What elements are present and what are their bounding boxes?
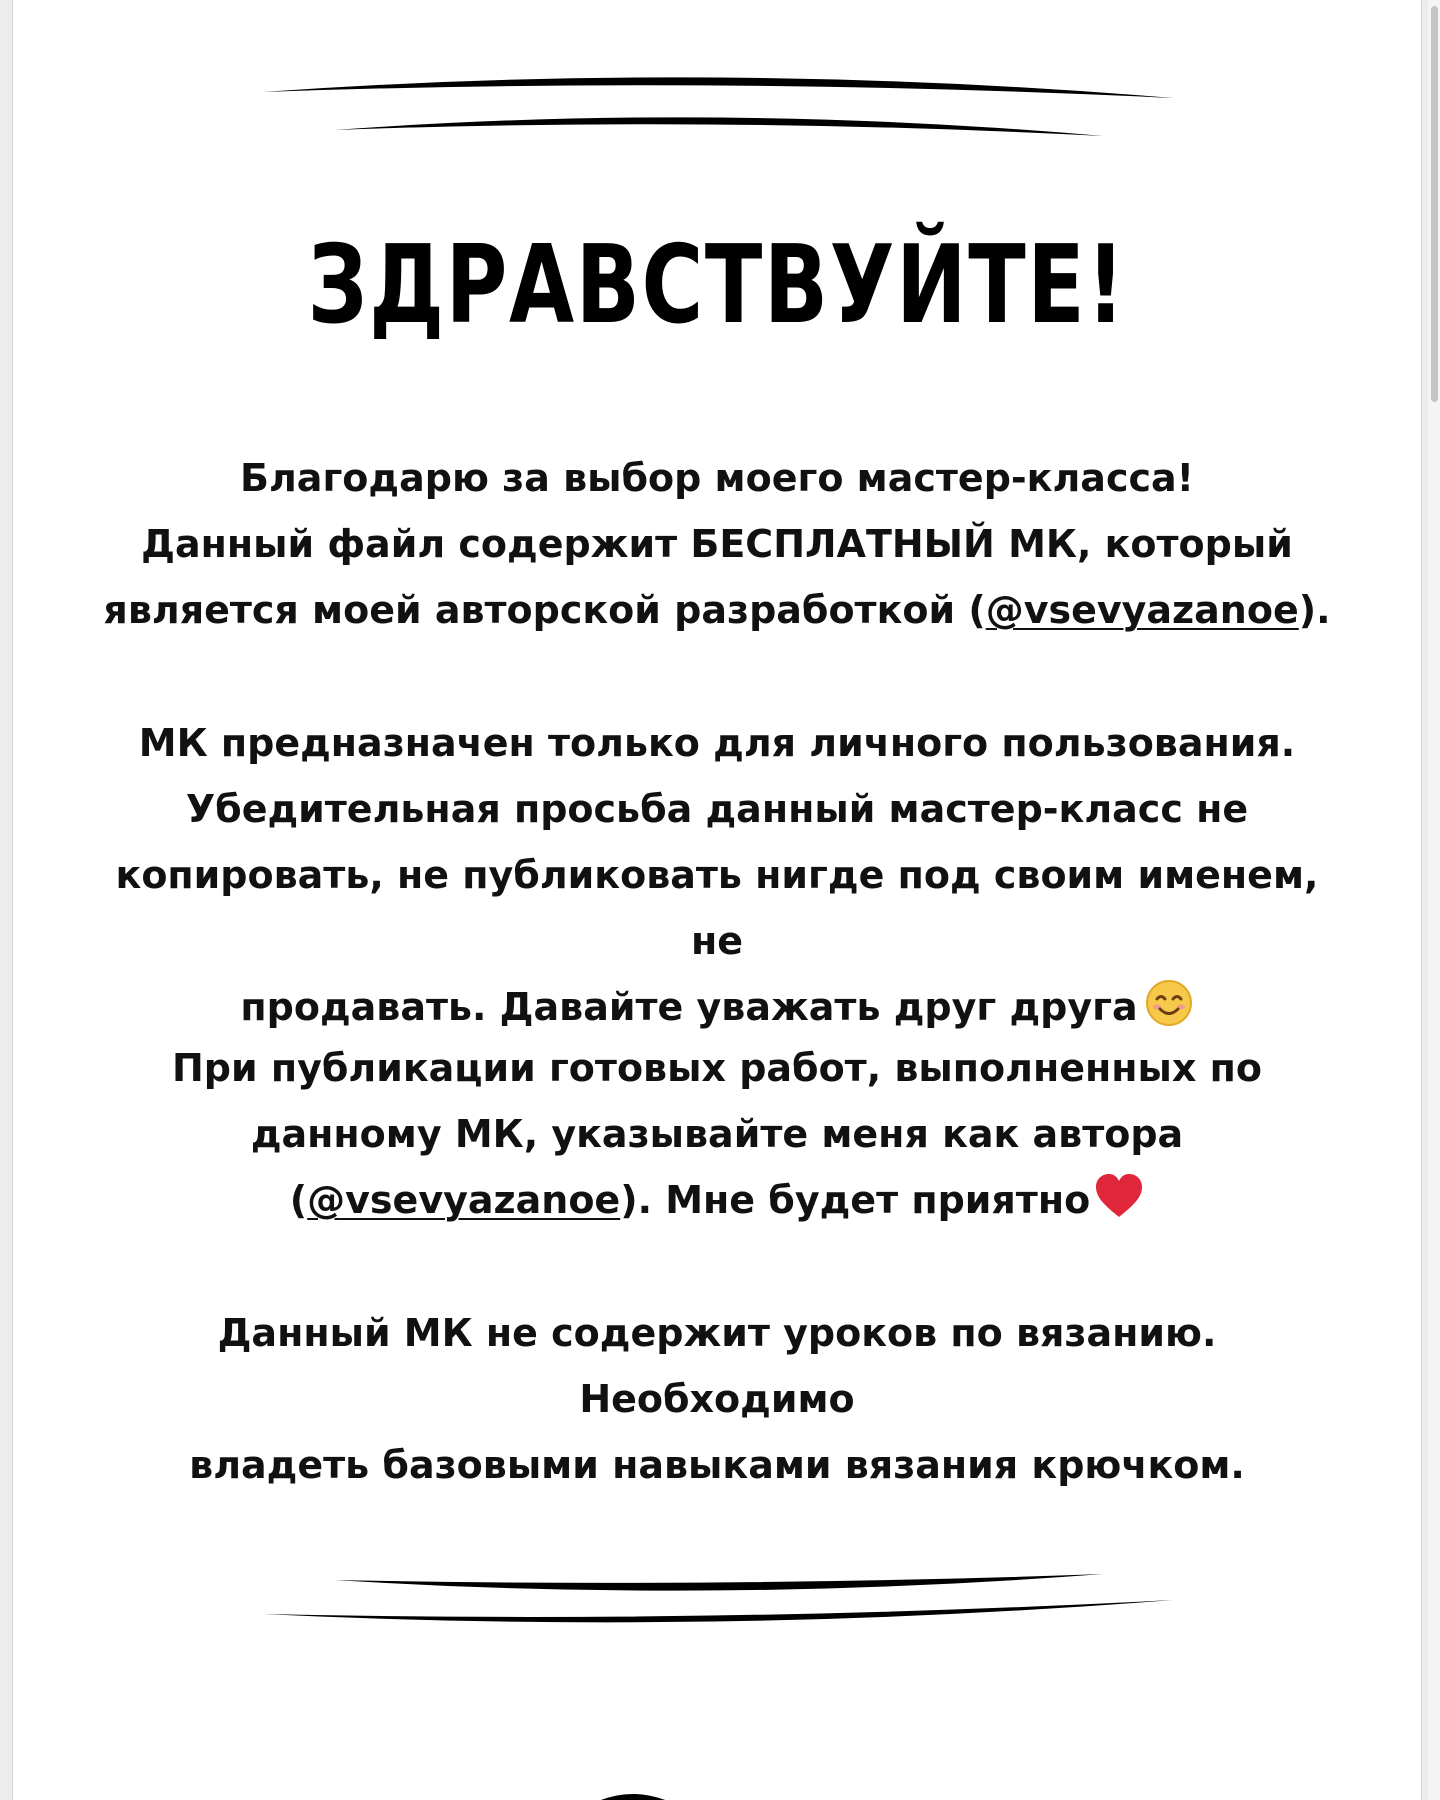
intro-line-1: Благодарю за выбор моего мастер-класса! [240, 456, 1194, 500]
skills-line-1: Данный МК не содержит уроков по вязанию. Необходимо [217, 1311, 1217, 1421]
credit-paragraph [83, 1035, 1351, 1233]
usage-line-1: МК предназначен только для личного пользования. [138, 721, 1296, 765]
red-heart-icon [1094, 1173, 1144, 1219]
credit-line-3 [83, 1167, 1351, 1233]
credit-line-3-end: ). Мне будет приятно [620, 1178, 1091, 1222]
credit-line-3-start: ( [289, 1178, 308, 1222]
vertical-scrollbar[interactable] [1428, 0, 1440, 1800]
page-title: ЗДРАВСТВУЙТЕ! [307, 223, 1127, 348]
document-page [13, 0, 1421, 1800]
intro-line-3-end: ). [1298, 588, 1331, 632]
intro-line-3-start: является моей авторской разработкой ( [103, 588, 986, 632]
bottom-decorative-flourish [13, 1554, 1421, 1644]
skills-line-2: владеть базовыми навыками вязания крючком. [189, 1443, 1245, 1487]
intro-paragraph [83, 445, 1351, 643]
partial-shape-cut-off [573, 1782, 693, 1800]
top-decorative-flourish [13, 56, 1421, 146]
skills-paragraph [83, 1300, 1351, 1498]
usage-line-3: копировать, не публиковать нигде под своим именем, не [115, 853, 1319, 963]
scrollbar-thumb[interactable] [1431, 6, 1438, 402]
author-handle-link[interactable]: @vsevyazanoe [985, 588, 1299, 632]
smiling-face-icon [1144, 978, 1194, 1028]
usage-line-2: Убедительная просьба данный мастер-класс не [185, 787, 1249, 831]
credit-line-1: При публикации готовых работ, выполненных по [172, 1046, 1262, 1090]
usage-line-4 [83, 974, 1351, 1040]
intro-line-3 [83, 577, 1351, 643]
usage-paragraph [83, 710, 1351, 1040]
intro-line-2: Данный файл содержит БЕСПЛАТНЫЙ МК, который [141, 522, 1293, 566]
usage-line-4-text: продавать. Давайте уважать друг друга [240, 985, 1138, 1029]
author-handle-link-2[interactable]: @vsevyazanoe [307, 1178, 621, 1222]
credit-line-2: данному МК, указывайте меня как автора [250, 1112, 1184, 1156]
